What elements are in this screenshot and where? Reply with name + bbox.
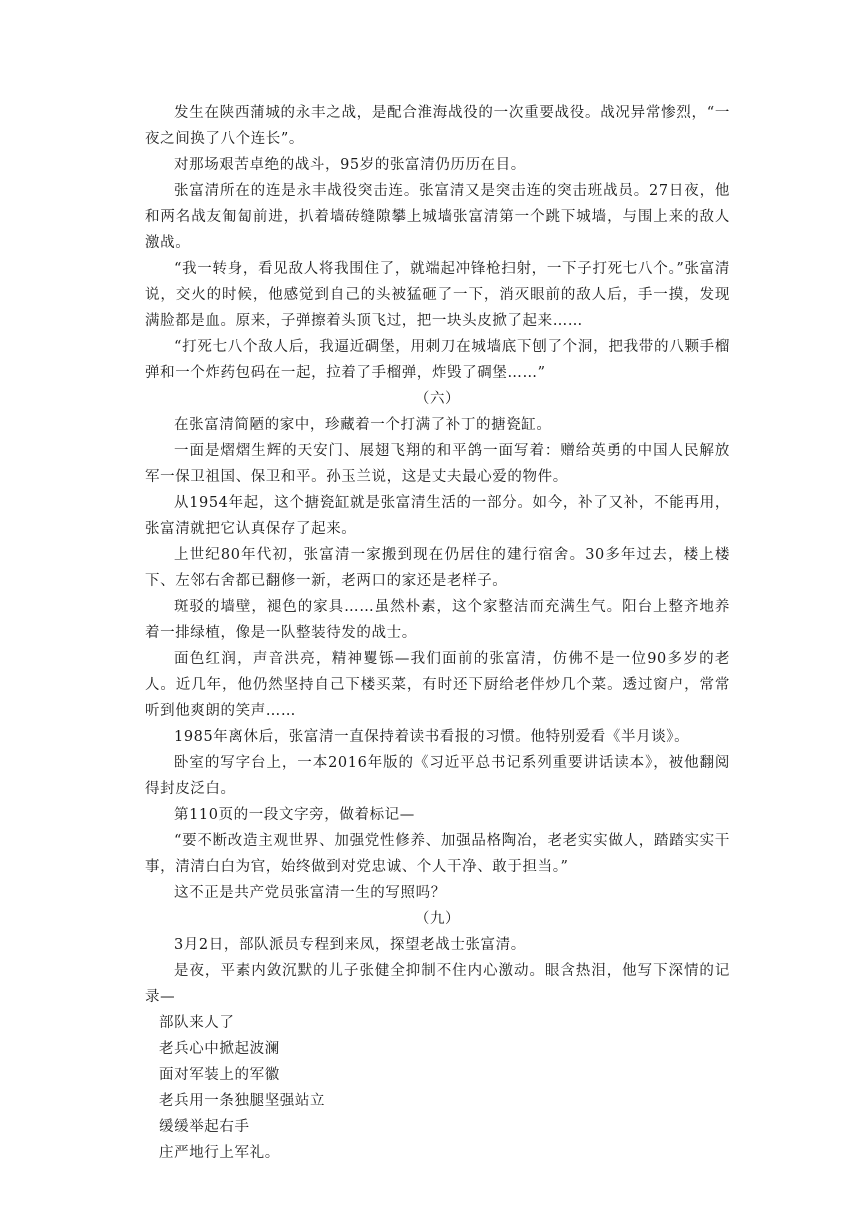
paragraph: 从1954年起，这个搪瓷缸就是张富清生活的一部分。如今，补了又补，不能再用，张富清就把它认真保存了起来。 xyxy=(145,495,730,537)
poem-line: 老兵用一条独腿坚强站立 xyxy=(159,1093,326,1109)
poem xyxy=(145,1010,730,1166)
paragraph: 这不正是共产党员张富清一生的写照吗？ xyxy=(174,885,446,901)
paragraph: 斑驳的墙壁，褪色的家具……虽然朴素，这个家整洁而充满生气。阳台上整齐地养着一排绿植，像是一队整装待发的战士。 xyxy=(145,599,730,641)
paragraph: 卧室的写字台上，一本2016年版的《习近平总书记系列重要讲话读本》，被他翻阅得封皮泛白。 xyxy=(145,755,730,797)
paragraph: 面色红润，声音洪亮，精神矍铄—我们面前的张富清，仿佛不是一位90多岁的老人。近几年，他仍然坚持自己下楼买菜，有时还下厨给老伴炒几个菜。透过窗户，常常听到他爽朗的笑声…… xyxy=(145,651,730,719)
paragraph: 上世纪80年代初，张富清一家搬到现在仍居住的建行宿舍。30多年过去，楼上楼下、左邻右舍都已翻修一新，老两口的家还是老样子。 xyxy=(145,547,730,589)
article-page xyxy=(145,100,730,1166)
paragraph: “我一转身，看见敌人将我围住了，就端起冲锋枪扫射，一下子打死七八个。”张富清说，交火的时候，他感觉到自己的头被猛砸了一下，消灭眼前的敌人后，手一摸，发现满脸都是血。原来，子弹擦着头顶飞过，把一块头皮掀了起来…… xyxy=(145,261,730,329)
paragraph: 发生在陕西蒲城的永丰之战，是配合淮海战役的一次重要战役。战况异常惨烈，“一夜之间换了八个连长”。 xyxy=(145,105,730,147)
paragraph: 3月2日，部队派员专程到来凤，探望老战士张富清。 xyxy=(174,937,526,953)
section-heading-9: （九） xyxy=(414,911,461,927)
poem-line: 面对军装上的军徽 xyxy=(159,1067,280,1083)
paragraph: 张富清所在的连是永丰战役突击连。张富清又是突击连的突击班战员。27日夜，他和两名战友匍匐前进，扒着墙砖缝隙攀上城墙张富清第一个跳下城墙，与围上来的敌人激战。 xyxy=(145,183,730,251)
paragraph: 1985年离休后，张富清一直保持着读书看报的习惯。他特别爱看《半月谈》。 xyxy=(174,729,690,745)
section-heading-6: （六） xyxy=(414,391,461,407)
paragraph: “打死七八个敌人后，我逼近碉堡，用刺刀在城墙底下刨了个洞，把我带的八颗手榴弹和一个炸药包码在一起，拉着了手榴弹，炸毁了碉堡……” xyxy=(145,339,730,381)
paragraph: 是夜，平素内敛沉默的儿子张健全抑制不住内心激动。眼含热泪，他写下深情的记录— xyxy=(145,963,730,1005)
paragraph: 第110页的一段文字旁，做着标记— xyxy=(174,807,415,823)
quote-paragraph: “要不断改造主观世界、加强党性修养、加强品格陶冶，老老实实做人，踏踏实实干事，清清白白为官，始终做到对党忠诚、个人干净、敢于担当。” xyxy=(145,833,730,875)
paragraph: 对那场艰苦卓绝的战斗，95岁的张富清仍历历在目。 xyxy=(174,157,526,173)
poem-line: 老兵心中掀起波澜 xyxy=(159,1041,280,1057)
poem-line: 缓缓举起右手 xyxy=(159,1119,250,1135)
poem-line: 部队来人了 xyxy=(159,1015,235,1031)
poem-line: 庄严地行上军礼。 xyxy=(159,1145,280,1161)
paragraph: 在张富清简陋的家中，珍藏着一个打满了补丁的搪瓷缸。 xyxy=(174,417,552,433)
paragraph: 一面是熠熠生辉的天安门、展翅飞翔的和平鸽一面写着：赠给英勇的中国人民解放军一保卫祖国、保卫和平。孙玉兰说，这是丈夫最心爱的物件。 xyxy=(145,443,730,485)
